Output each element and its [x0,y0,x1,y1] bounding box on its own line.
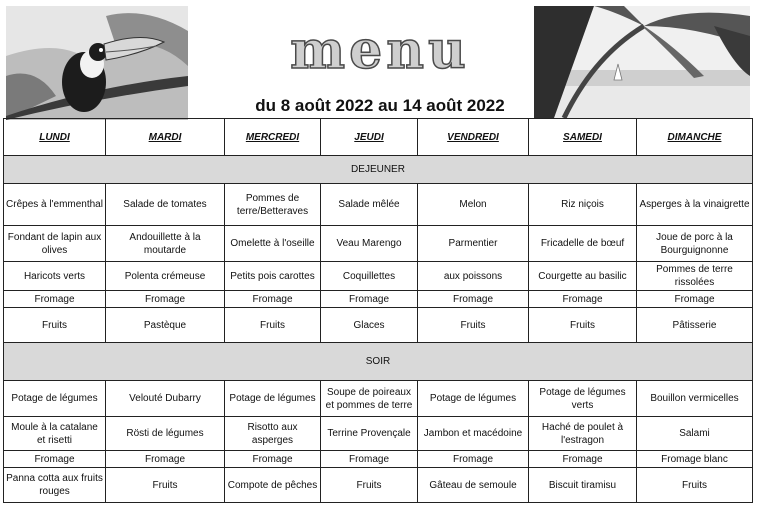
toucan-photo [6,6,188,120]
menu-cell: Courgette au basilic [529,262,637,291]
menu-cell: Crêpes à l'emmenthal [4,184,106,226]
menu-cell: Pâtisserie [637,308,753,343]
menu-cell: Fromage [4,291,106,308]
menu-cell: Fruits [321,468,418,503]
menu-cell: Potage de légumes [225,381,321,417]
dejeuner-section-row [4,156,753,184]
menu-cell: Andouillette à la moutarde [106,226,225,262]
menu-cell: Panna cotta aux fruits rouges [4,468,106,503]
menu-cell: Fromage [225,451,321,468]
menu-cell: Joue de porc à la Bourguignonne [637,226,753,262]
menu-cell: Fruits [637,468,753,503]
menu-cell: Moule à la catalane et risetti [4,417,106,451]
menu-cell: Haricots verts [4,262,106,291]
beach-palm-photo [534,6,750,118]
menu-cell: Fruits [106,468,225,503]
menu-cell: Fromage [418,291,529,308]
menu-cell: Potage de légumes [418,381,529,417]
menu-cell: Polenta crémeuse [106,262,225,291]
menu-cell: Fromage [106,291,225,308]
menu-cell: Fromage blanc [637,451,753,468]
menu-cell: Compote de pêches [225,468,321,503]
menu-cell: Glaces [321,308,418,343]
day-header: MERCREDI [225,119,321,156]
menu-cell: Biscuit tiramisu [529,468,637,503]
menu-cell: Jambon et macédoine [418,417,529,451]
soir-dessert-row [4,468,753,503]
menu-cell: Potage de légumes [4,381,106,417]
menu-cell: Fricadelle de bœuf [529,226,637,262]
menu-cell: Bouillon vermicelles [637,381,753,417]
dejeuner-starter-row [4,184,753,226]
menu-cell: Coquillettes [321,262,418,291]
menu-cell: Pastèque [106,308,225,343]
menu-cell: Fruits [418,308,529,343]
menu-cell: Soupe de poireaux et pommes de terre [321,381,418,417]
menu-cell: Salade mêlée [321,184,418,226]
soir-starter-row [4,381,753,417]
menu-cell: Fromage [529,451,637,468]
menu-cell: Fruits [225,308,321,343]
menu-cell: Velouté Dubarry [106,381,225,417]
menu-cell: Terrine Provençale [321,417,418,451]
dejeuner-main-row [4,226,753,262]
menu-cell: aux poissons [418,262,529,291]
menu-cell: Salade de tomates [106,184,225,226]
soir-section-row [4,343,753,381]
menu-cell: Fondant de lapin aux olives [4,226,106,262]
menu-cell: Riz niçois [529,184,637,226]
menu-cell: Salami [637,417,753,451]
menu-cell: Fromage [529,291,637,308]
days-header-row [4,119,753,156]
menu-cell: Fruits [4,308,106,343]
soir-main-row [4,417,753,451]
menu-cell: Fromage [418,451,529,468]
menu-cell: Pommes de terre rissolées [637,262,753,291]
menu-cell: Rösti de légumes [106,417,225,451]
menu-cell: Fromage [225,291,321,308]
date-range: du 8 août 2022 au 14 août 2022 [255,96,505,115]
dejeuner-side-row [4,262,753,291]
day-header: JEUDI [321,119,418,156]
dejeuner-heading: DEJEUNER [4,156,753,184]
day-header: DIMANCHE [637,119,753,156]
menu-cell: Melon [418,184,529,226]
soir-heading: SOIR [4,343,753,381]
menu-cell: Omelette à l'oseille [225,226,321,262]
menu-cell: Fromage [321,291,418,308]
dejeuner-dessert-row [4,308,753,343]
menu-table [3,118,753,503]
menu-cell: Fromage [4,451,106,468]
menu-cell: Fruits [529,308,637,343]
menu-cell: Parmentier [418,226,529,262]
menu-cell: Risotto aux asperges [225,417,321,451]
menu-cell: Gâteau de semoule [418,468,529,503]
menu-cell: Petits pois carottes [225,262,321,291]
soir-cheese-row [4,451,753,468]
menu-title: menu [290,20,470,81]
day-header: MARDI [106,119,225,156]
menu-cell: Haché de poulet à l'estragon [529,417,637,451]
day-header: LUNDI [4,119,106,156]
menu-cell: Asperges à la vinaigrette [637,184,753,226]
dejeuner-cheese-row [4,291,753,308]
menu-cell: Fromage [321,451,418,468]
menu-cell: Veau Marengo [321,226,418,262]
menu-cell: Fromage [637,291,753,308]
day-header: VENDREDI [418,119,529,156]
day-header: SAMEDI [529,119,637,156]
menu-cell: Fromage [106,451,225,468]
menu-cell: Pommes de terre/Betteraves [225,184,321,226]
menu-cell: Potage de légumes verts [529,381,637,417]
